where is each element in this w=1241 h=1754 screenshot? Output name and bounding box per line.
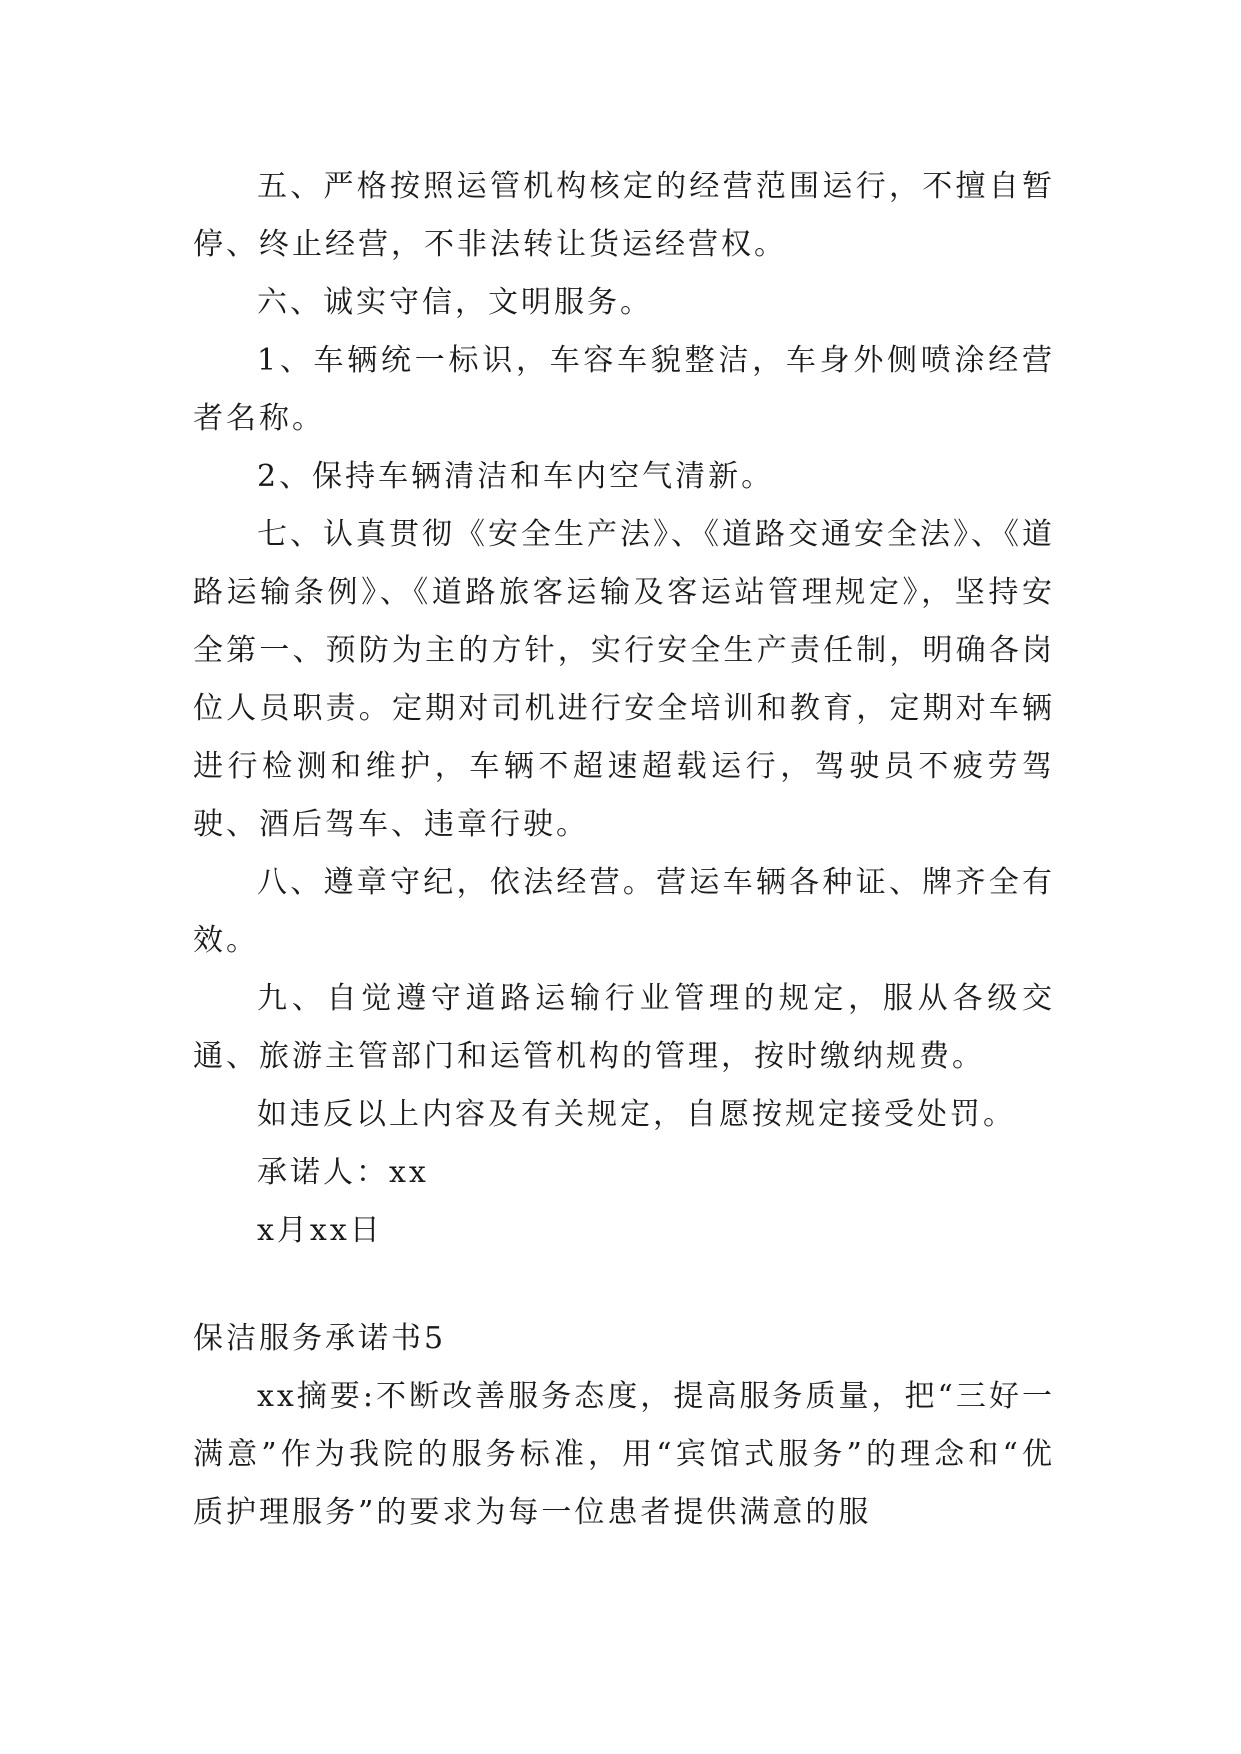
paragraph-penalty-clause: 如违反以上内容及有关规定，自愿按规定接受处罚。 (257, 1097, 1016, 1132)
document-body (193, 158, 1055, 1542)
signature-promiser: 承诺人：xx (257, 1155, 429, 1190)
paragraph-item-5: 五、严格按照运管机构核定的经营范围运行，不擅自暂停、终止经营，不非法转让货运经营权。 (193, 169, 1055, 262)
signature-date: x月xx日 (257, 1213, 383, 1248)
paragraph-item-9: 九、自觉遵守道路运输行业管理的规定，服从各级交通、旅游主管部门和运管机构的管理，按时缴纳规费。 (193, 981, 1055, 1074)
paragraph-item-7: 七、认真贯彻《安全生产法》、《道路交通安全法》、《道路运输条例》、《道路旅客运输及客运站管理规定》，坚持安全第一、预防为主的方针，实行安全生产责任制，明确各岗位人员职责。定期对司机进行安全培训和教育，定期对车辆进行检测和维护，车辆不超速超载运行，驾驶员不疲劳驾驶、酒后驾车、违章行驶。 (193, 517, 1055, 842)
section-title: 保洁服务承诺书5 (193, 1321, 447, 1356)
paragraph-item-6-2: 2、保持车辆清洁和车内空气清新。 (257, 459, 775, 494)
paragraph-item-8: 八、遵章守纪，依法经营。营运车辆各种证、牌齐全有效。 (193, 865, 1055, 958)
paragraph-item-6-1: 1、车辆统一标识，车容车貌整洁，车身外侧喷涂经营者名称。 (193, 343, 1055, 436)
paragraph-item-6: 六、诚实守信，文明服务。 (257, 285, 653, 320)
paragraph-summary: xx摘要:不断改善服务态度，提高服务质量，把“三好一满意”作为我院的服务标准，用“宾馆式服务”的理念和“优质护理服务”的要求为每一位患者提供满意的服 (193, 1379, 1055, 1530)
section-gap (193, 1260, 1055, 1310)
